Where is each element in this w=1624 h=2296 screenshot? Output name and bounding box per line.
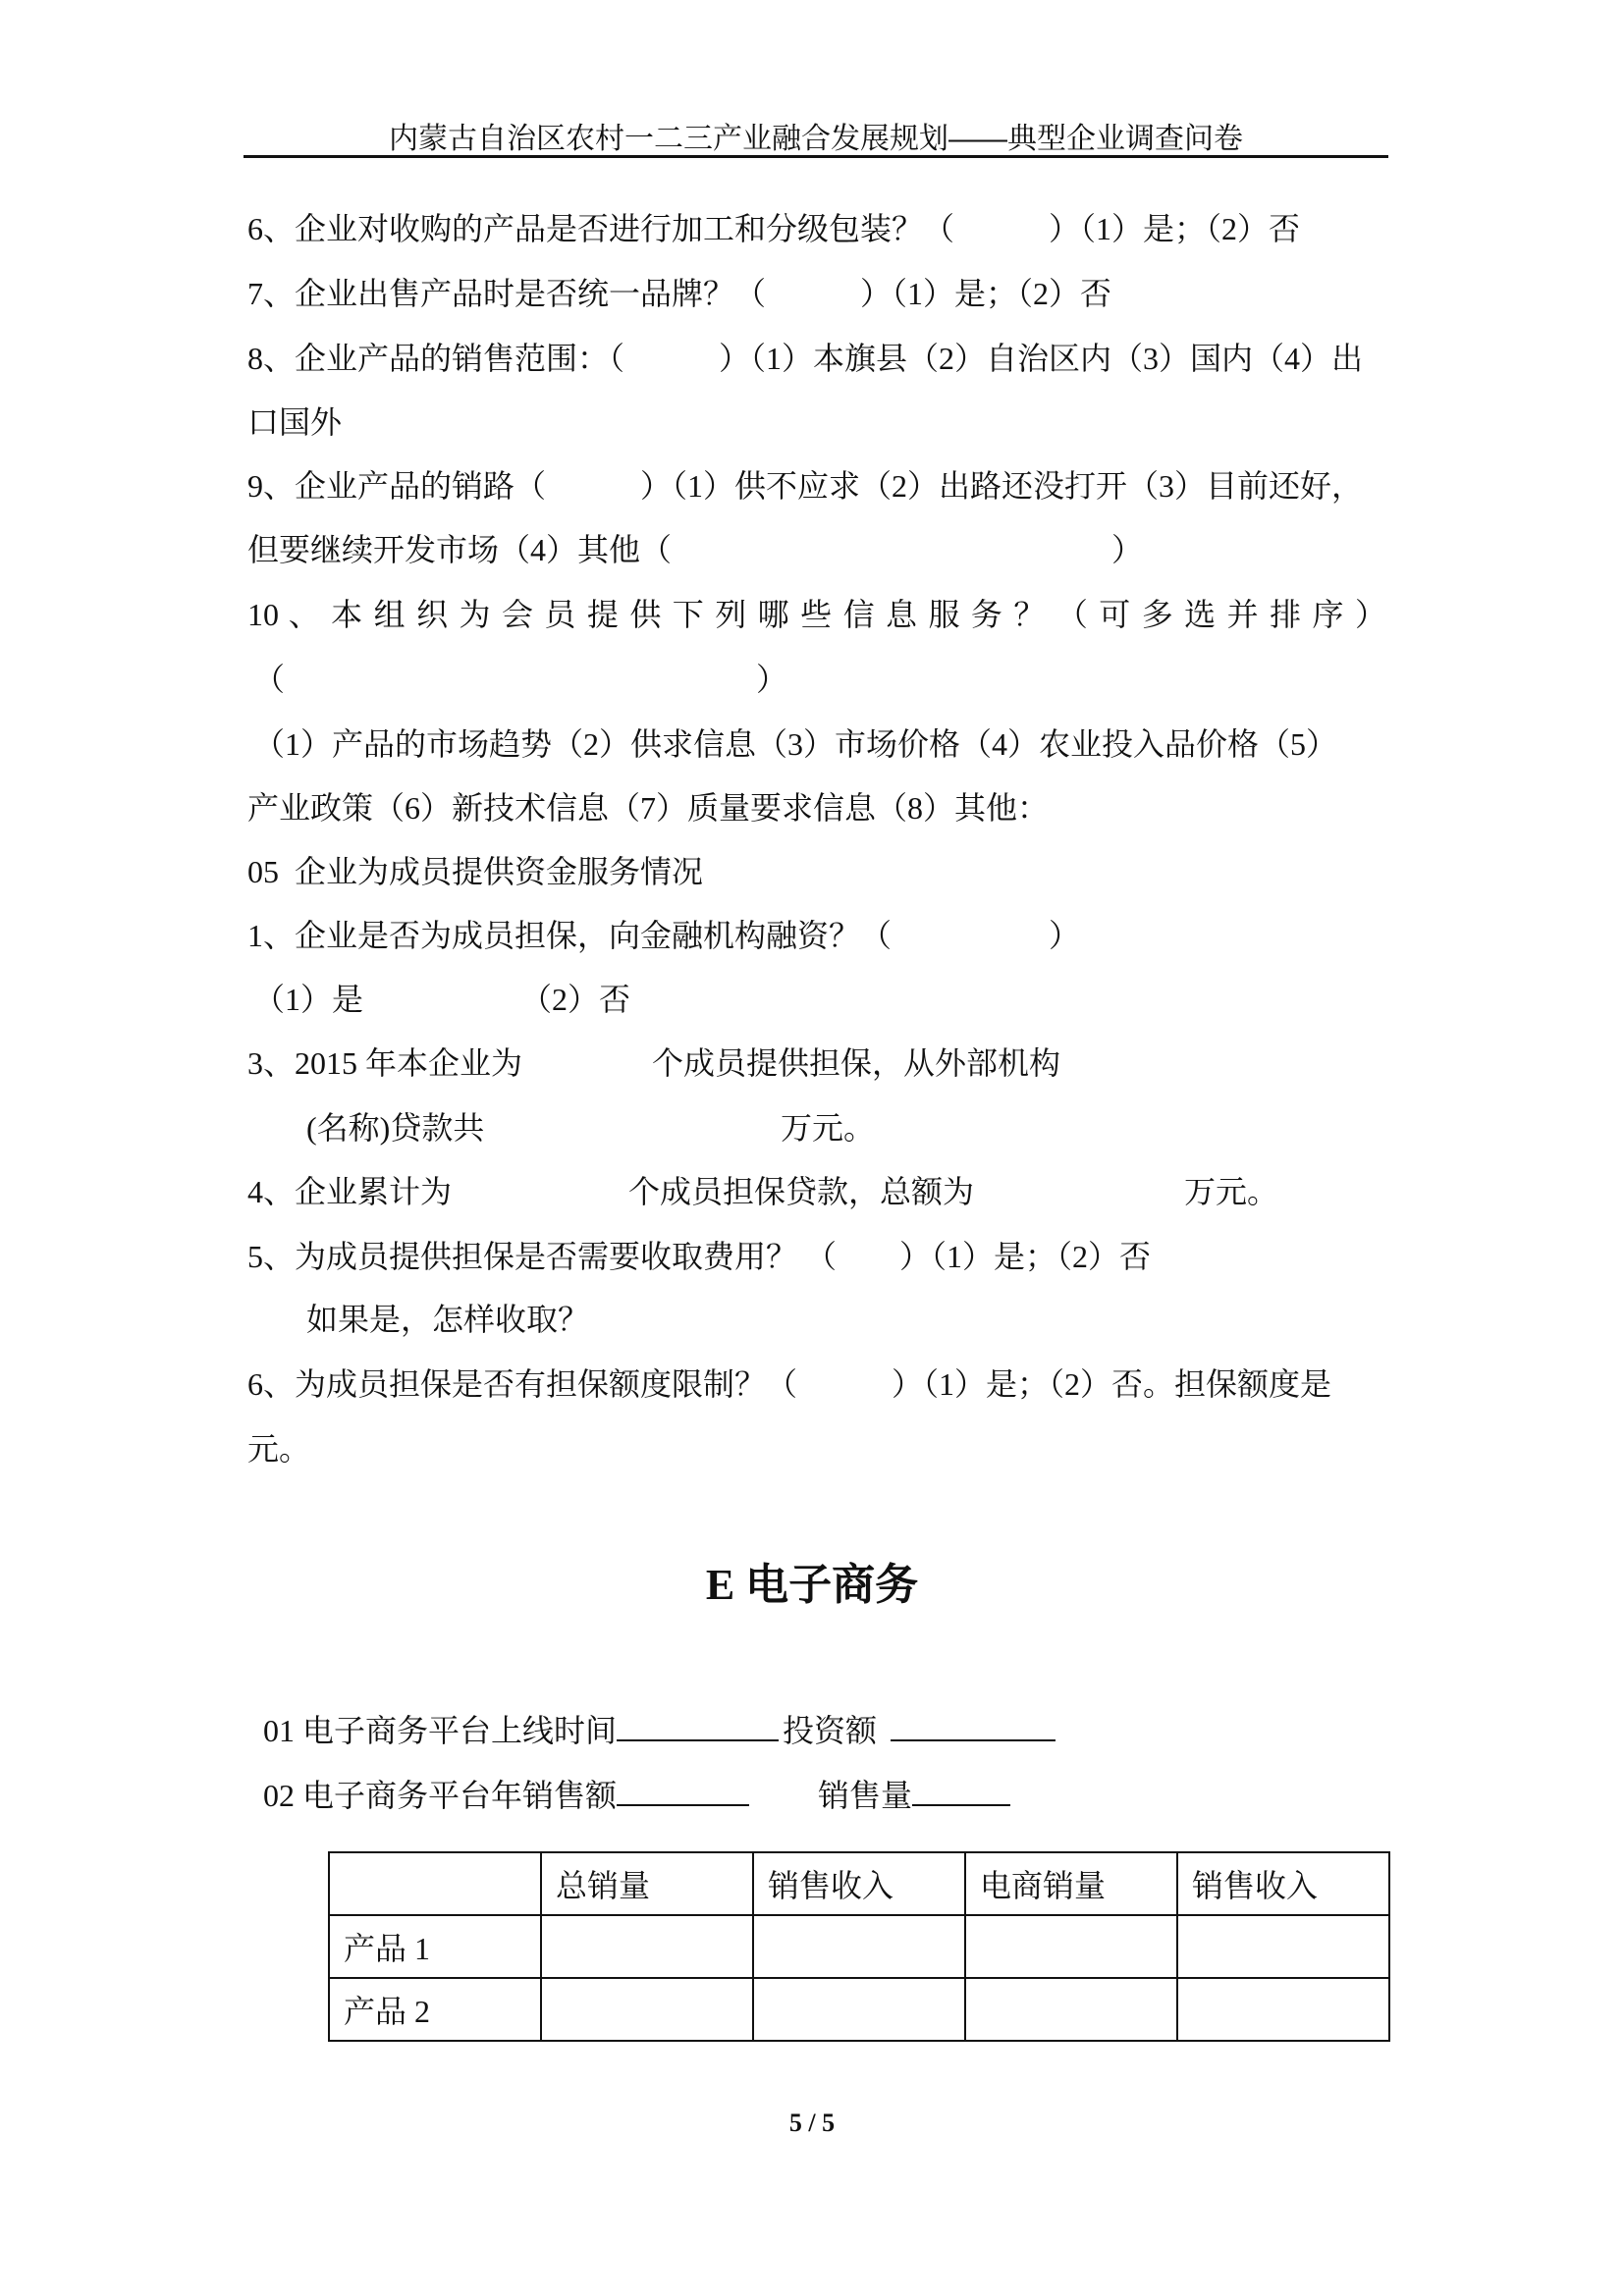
table-cell xyxy=(1177,1978,1389,2041)
product-name-cell: 产品 1 xyxy=(329,1915,541,1978)
table-cell xyxy=(753,1978,965,2041)
table-cell xyxy=(965,1978,1177,2041)
finance-q1: 1、企业是否为成员担保，向金融机构融资？（ ） xyxy=(247,918,1081,953)
finance-q3-unit: 万元。 xyxy=(781,1110,876,1146)
question-9: 9、企业产品的销路（ ）（1）供不应求（2）出路还没打开（3）目前还好， xyxy=(247,468,1364,504)
sales-volume-blank xyxy=(912,1775,1010,1806)
launch-time-label: 01 电子商务平台上线时间 xyxy=(263,1713,618,1748)
product-name-cell: 产品 2 xyxy=(329,1978,541,2041)
finance-q3: 3、2015 年本企业为 xyxy=(247,1045,523,1081)
table-cell xyxy=(541,1915,753,1978)
page-header-title: 内蒙古自治区农村一二三产业融合发展规划——典型企业调查问卷 xyxy=(389,123,1243,155)
question-8-cont: 口国外 xyxy=(247,404,343,440)
header-cell: 销售收入 xyxy=(753,1852,965,1915)
finance-q6-cont: 元。 xyxy=(247,1431,311,1467)
table-header-row xyxy=(329,1852,1389,1915)
finance-q4-unit: 万元。 xyxy=(1184,1174,1279,1209)
table-cell xyxy=(1177,1915,1389,1978)
question-6: 6、企业对收购的产品是否进行加工和分级包装？（ ）（1）是；（2）否 xyxy=(247,211,1301,246)
finance-q1-yes: （1）是 xyxy=(253,982,364,1017)
annual-sales-label: 02 电子商务平台年销售额 xyxy=(263,1778,618,1813)
question-8: 8、企业产品的销售范围：（ ）（1）本旗县（2）自治区内（3）国内（4）出 xyxy=(247,341,1364,376)
header-cell: 总销量 xyxy=(541,1852,753,1915)
section-05-heading: 05 企业为成员提供资金服务情况 xyxy=(247,854,704,889)
ecommerce-line-02 xyxy=(247,1735,1010,1815)
table-cell xyxy=(753,1915,965,1978)
sales-volume-label: 销售量 xyxy=(818,1778,913,1813)
finance-q1-no: （2）否 xyxy=(520,982,631,1017)
header-cell: 电商销量 xyxy=(965,1852,1177,1915)
question-10-options: （1）产品的市场趋势（2）供求信息（3）市场价格（4）农业投入品价格（5） xyxy=(253,726,1338,762)
question-10: 10 、 本 组 织 为 会 员 提 供 下 列 哪 些 信 息 服 务 ？ （ 可 多 选 并 排 序 ） xyxy=(247,597,1386,632)
finance-q6: 6、为成员担保是否有担保额度限制？（ ）（1）是；（2）否。担保额度是 xyxy=(247,1366,1332,1402)
annual-sales-blank xyxy=(617,1775,749,1806)
finance-q4: 4、企业累计为 xyxy=(247,1174,453,1209)
question-10-options-cont: 产业政策（6）新技术信息（7）质量要求信息（8）其他： xyxy=(247,790,1050,826)
investment-label: 投资额 xyxy=(783,1713,878,1748)
header-cell xyxy=(329,1852,541,1915)
ecommerce-sales-table xyxy=(328,1851,1390,2042)
finance-q3-name: (名称)贷款共 xyxy=(306,1110,485,1146)
table-row xyxy=(329,1978,1389,2041)
section-title-ecommerce: E 电子商务 xyxy=(705,1561,919,1609)
finance-q4-cont: 个成员担保贷款，总额为 xyxy=(628,1174,975,1209)
question-7: 7、企业出售产品时是否统一品牌？（ ）（1）是；（2）否 xyxy=(247,276,1112,311)
finance-q5: 5、为成员提供担保是否需要收取费用？ （ ）（1）是；（2）否 xyxy=(247,1239,1152,1274)
question-10-blank: （ ） xyxy=(253,662,788,697)
page-number: 5 / 5 xyxy=(788,2109,836,2137)
finance-q5-followup: 如果是，怎样收取？ xyxy=(306,1302,590,1337)
header-rule xyxy=(244,155,1388,158)
question-9-cont: 但要继续开发市场（4）其他（ ） xyxy=(247,532,1144,567)
table-row xyxy=(329,1915,1389,1978)
finance-q3-cont: 个成员提供担保，从外部机构 xyxy=(652,1045,1061,1081)
table-cell xyxy=(965,1915,1177,1978)
table-cell xyxy=(541,1978,753,2041)
header-cell: 销售收入 xyxy=(1177,1852,1389,1915)
